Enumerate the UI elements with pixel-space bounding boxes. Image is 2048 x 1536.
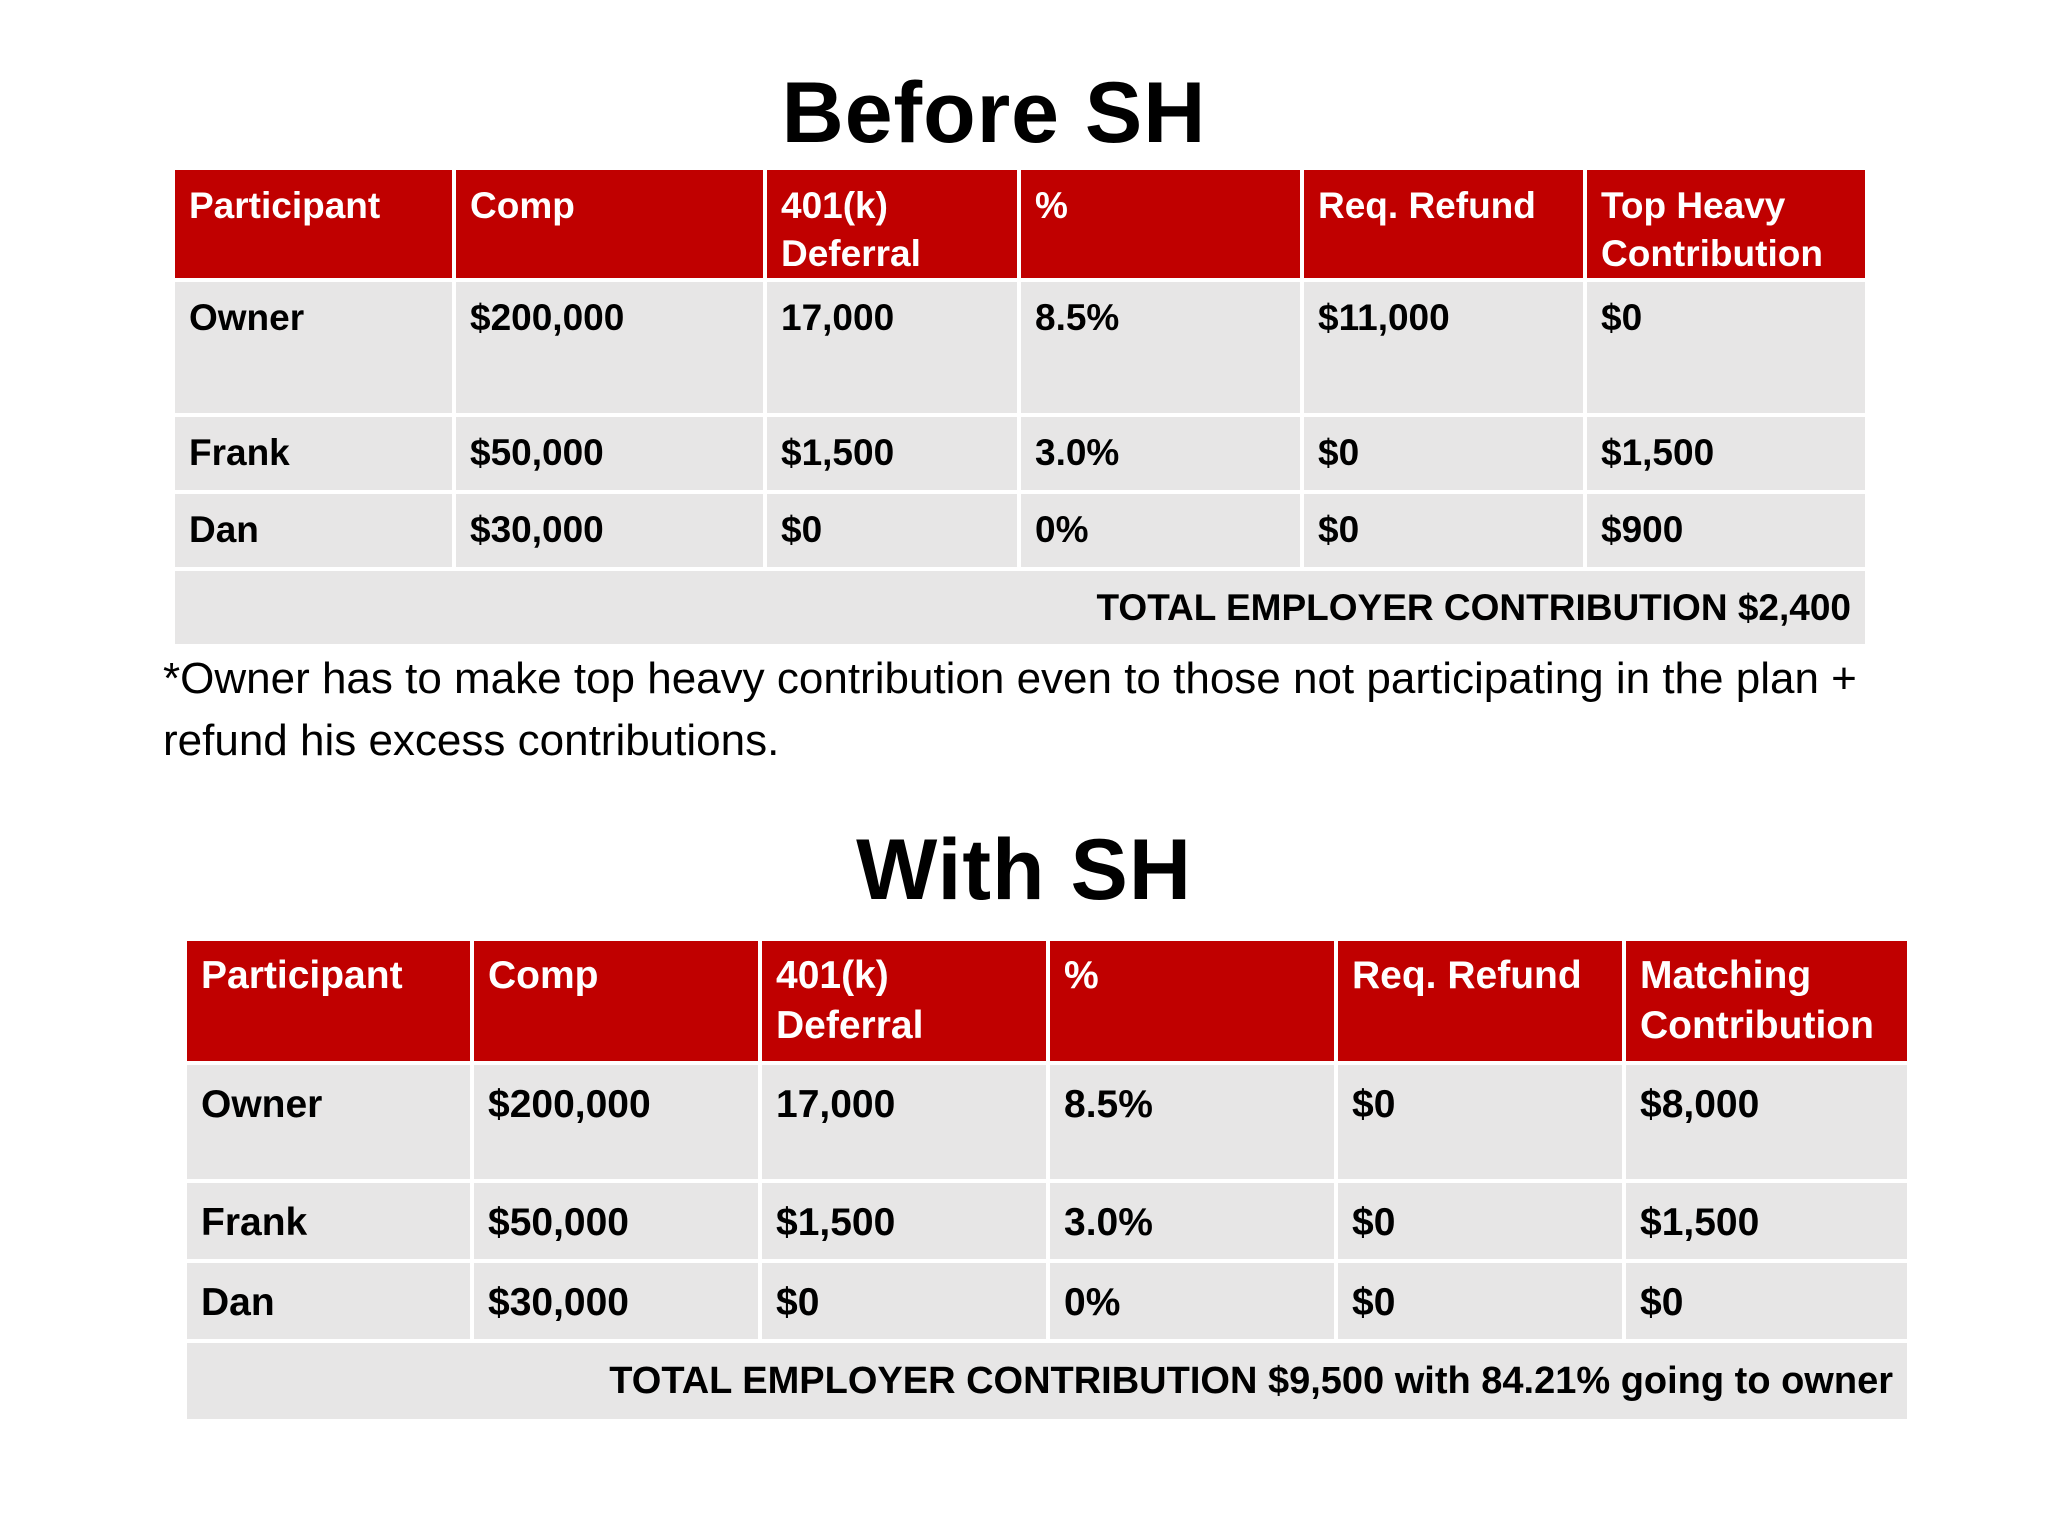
total-employer-contribution: TOTAL EMPLOYER CONTRIBUTION $2,400 [175,571,1865,644]
total-row [187,1343,1907,1419]
cell-deferral: 17,000 [767,282,1017,413]
header-participant: Participant [175,170,452,278]
cell-percent: 0% [1050,1263,1334,1339]
table-row [187,1263,1907,1339]
before-sh-title: Before SH [781,65,1207,161]
cell-deferral: $0 [762,1263,1046,1339]
header-comp: Comp [456,170,763,278]
footnote: *Owner has to make top heavy contribution even to those not participating in the plan + refund his excess contributions. [163,654,1857,765]
cell-top-heavy: $1,500 [1587,417,1865,490]
table-row [175,494,1865,567]
table-row [175,282,1865,413]
header-deferral: 401(k) Deferral [767,170,1017,278]
cell-percent: 0% [1021,494,1300,567]
header-top-heavy-contribution: Top Heavy Contribution [1587,170,1865,278]
cell-participant: Owner [187,1065,470,1179]
cell-percent: 8.5% [1050,1065,1334,1179]
table-header-row [187,941,1907,1061]
cell-participant: Frank [175,417,452,490]
cell-percent: 3.0% [1021,417,1300,490]
cell-deferral: $1,500 [762,1183,1046,1259]
cell-deferral: $1,500 [767,417,1017,490]
total-row [175,571,1865,644]
table-header-row [175,170,1865,278]
table-row [175,417,1865,490]
table-row [187,1065,1907,1179]
header-percent: % [1021,170,1300,278]
cell-top-heavy: $900 [1587,494,1865,567]
cell-matching: $8,000 [1626,1065,1907,1179]
cell-percent: 3.0% [1050,1183,1334,1259]
header-percent: % [1050,941,1334,1061]
cell-percent: 8.5% [1021,282,1300,413]
cell-deferral: $0 [767,494,1017,567]
cell-comp: $50,000 [474,1183,758,1259]
cell-participant: Owner [175,282,452,413]
cell-deferral: 17,000 [762,1065,1046,1179]
with-sh-table [183,937,1911,1423]
table-row [187,1183,1907,1259]
cell-participant: Frank [187,1183,470,1259]
cell-comp: $200,000 [456,282,763,413]
header-deferral: 401(k) Deferral [762,941,1046,1061]
cell-comp: $50,000 [456,417,763,490]
cell-req-refund: $0 [1338,1183,1622,1259]
header-req-refund: Req. Refund [1304,170,1583,278]
header-matching-contribution: Matching Contribution [1626,941,1907,1061]
cell-comp: $200,000 [474,1065,758,1179]
cell-req-refund: $0 [1338,1065,1622,1179]
cell-matching: $1,500 [1626,1183,1907,1259]
before-sh-table [171,166,1869,648]
cell-participant: Dan [187,1263,470,1339]
cell-req-refund: $0 [1304,494,1583,567]
cell-participant: Dan [175,494,452,567]
cell-comp: $30,000 [456,494,763,567]
cell-req-refund: $0 [1304,417,1583,490]
total-employer-contribution: TOTAL EMPLOYER CONTRIBUTION $9,500 with 84.21% going to owner [187,1343,1907,1419]
cell-req-refund: $0 [1338,1263,1622,1339]
header-req-refund: Req. Refund [1338,941,1622,1061]
cell-top-heavy: $0 [1587,282,1865,413]
with-sh-title: With SH [856,822,1192,918]
cell-req-refund: $11,000 [1304,282,1583,413]
cell-matching: $0 [1626,1263,1907,1339]
header-participant: Participant [187,941,470,1061]
cell-comp: $30,000 [474,1263,758,1339]
header-comp: Comp [474,941,758,1061]
